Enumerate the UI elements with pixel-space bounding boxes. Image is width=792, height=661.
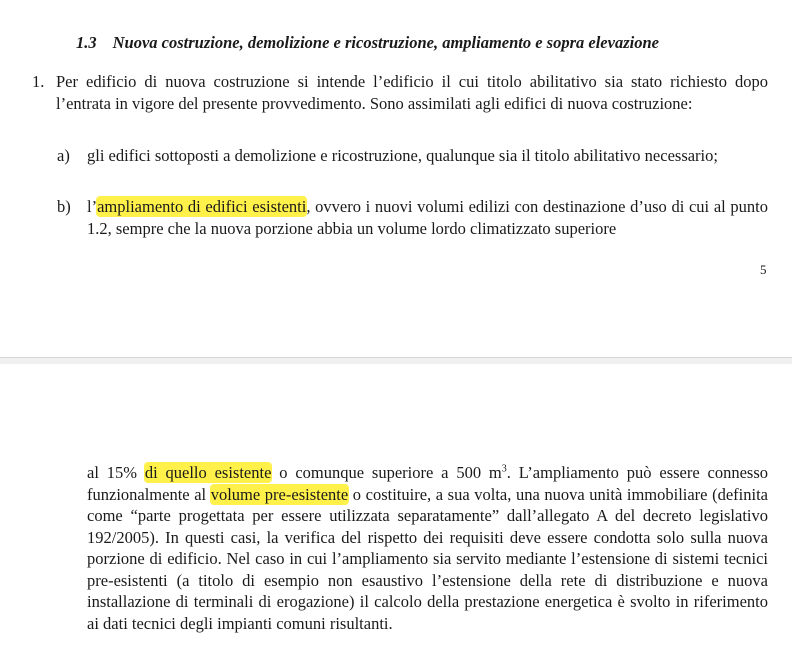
section-heading <box>76 33 659 53</box>
list-item-text: gli edifici sottoposti a demolizione e ricostruzione, qualunque sia il titolo abilitativo necessario; <box>87 146 718 165</box>
list-item-text: , ovvero i nuovi volumi edilizi con destinazione d’uso di cui al punto 1.2, sempre che la nuova porzione abbia un volume lordo climatizzato superiore <box>87 197 768 238</box>
highlighted-text[interactable]: ampliamento di edifici esistenti <box>97 197 307 216</box>
superscript: 3 <box>501 463 507 475</box>
paragraph-text: o comunque superiore a 500 m <box>271 463 502 482</box>
list-item-b <box>57 196 768 239</box>
paragraph-marker: 1. <box>32 72 45 91</box>
section-title: Nuova costruzione, demolizione e ricostruzione, ampliamento e sopra elevazione <box>112 33 659 52</box>
page-number: 5 <box>760 262 767 277</box>
paragraph-text: . L’ampliamento può essere connesso funzionalmente al <box>87 463 769 504</box>
highlighted-text[interactable]: volume pre-esistente <box>210 484 349 504</box>
section-number: 1.3 <box>76 33 97 52</box>
list-marker: a) <box>57 146 70 165</box>
list-marker: b) <box>57 197 71 216</box>
paragraph-text: o costituire, a sua volta, una nuova unità immobiliare (definita come “parte progettata per essere utilizzata separatamente” dall’allegato A del decreto legislativo 192/2005). In questi casi, la verifica del rispetto dei requisiti deve essere condotta solo sulla nuova porzione di edificio. Nel caso in cui l’ampliamento sia servito mediante l’estensione di sistemi tecnici pre-esistenti (a titolo di esempio non esaustivo l’estensione della rete di distribuzione e nuova installazione di terminali di erogazione) il calcolo della prestazione energetica è svolto in riferimento ai dati tecnici degli impianti comuni risultanti. <box>87 484 768 633</box>
highlighted-text[interactable]: di quello esistente <box>144 463 272 482</box>
paragraph-1 <box>32 71 768 114</box>
continuation-paragraph <box>87 462 768 634</box>
list-item-a <box>57 145 768 167</box>
paragraph-text: Per edificio di nuova costruzione si intende l’edificio il cui titolo abilitativo sia stato richiesto dopo l’entrata in vigore del presente provvedimento. Sono assimilati agli edifici di nuova costruzione: <box>56 72 768 113</box>
list-item-text: l’ <box>87 197 98 216</box>
paragraph-text: al 15% <box>87 463 145 482</box>
